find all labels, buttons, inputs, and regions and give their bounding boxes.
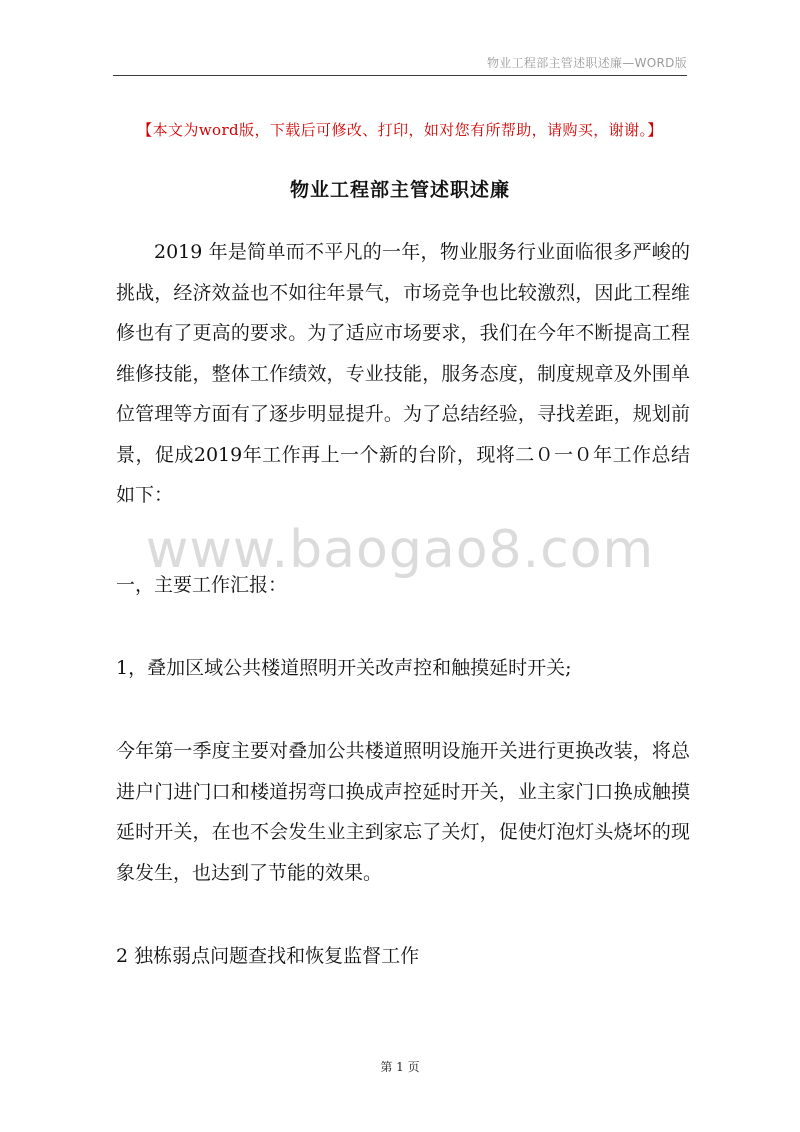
- running-header: 物业工程部主管述职述廉—WORD版: [487, 56, 687, 70]
- document-title: 物业工程部主管述职述廉: [289, 179, 510, 201]
- item-heading-2: 2 独栋弱点问题查找和恢复监督工作: [116, 945, 420, 967]
- header-divider: [113, 75, 687, 76]
- item-heading-1: 1，叠加区域公共楼道照明开关改声控和触摸延时开关;: [116, 657, 572, 679]
- page-number: 第 1 页: [380, 1060, 420, 1074]
- download-notice: 【本文为word版，下载后可修改、打印，如对您有所帮助，请购买，谢谢。】: [137, 121, 663, 139]
- intro-paragraph: 2019 年是简单而不平凡的一年，物业服务行业面临很多严峻的挑战，经济效益也不如往年景气，市场竞争也比较激烈，因此工程维修也有了更高的要求。为了适应市场要求，我们在今年不断提高工程维修技能，整体工作绩效，专业技能，服务态度，制度规章及外围单位管理等方面有了逐步明显提升。为了总结经验，寻找差距，规划前景，促成2019年工作再上一个新的台阶，现将二０一０年工作总结如下：: [116, 241, 690, 506]
- item-1-paragraph: 今年第一季度主要对叠加公共楼道照明设施开关进行更换改装，将总进户门进门口和楼道拐弯口换成声控延时开关，业主家门口换成触摸延时开关，在也不会发生业主到家忘了关灯，促使灯泡灯头烧坏的现象发生，也达到了节能的效果。: [116, 740, 690, 884]
- section-heading-main-work: 一，主要工作汇报：: [116, 574, 288, 596]
- watermark: www.baogao8.com: [145, 520, 655, 580]
